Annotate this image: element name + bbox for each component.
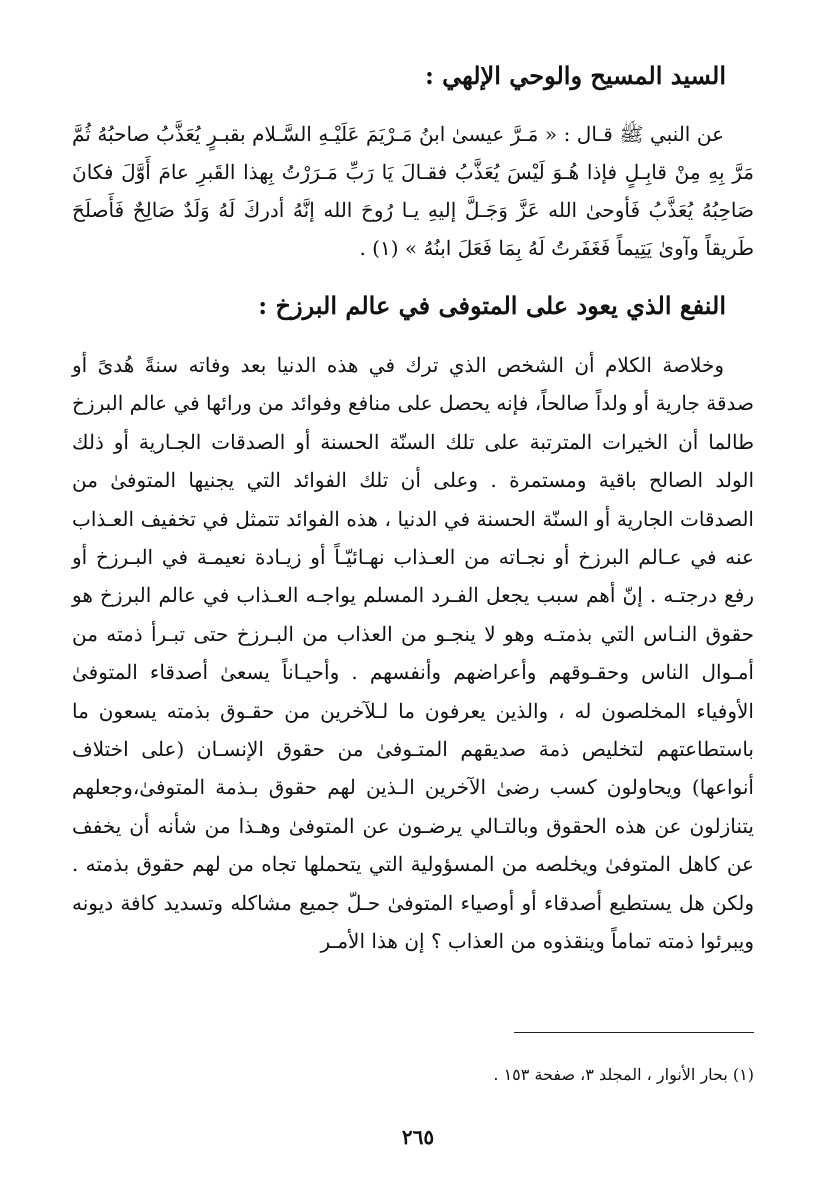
hadith-paragraph: عن النبي ﷺ قـال : « مَـرَّ عيسىٰ ابنُ مَـرْيَمَ عَلَيْـهِ السَّـلام بقبـرٍ يُعَذَّبُ صاحبُهُ ثُمَّ مَرَّ بِهِ مِنْ قابِـلٍ فإذا هُـوَ لَيْسَ يُعَذَّبُ فقـالَ يَا رَبِّ مَـرَرْتُ بِهذا القَبرِ عامَ أَوَّلَ فكانَ صَاحِبُهُ يُعَذَّبُ فَأوحىٰ الله عَزَّ وَجَـلَّ إليهِ يـا رُوحَ الله إنَّهُ أدركَ لَهُ وَلَدٌ صَالِحٌ فَأَصلَحَ طَريقاً وآوىٰ يَتِيماً فَغَفَرتُ لَهُ بِمَا فَعَلَ ابنُهُ » (١) . [72,122,754,260]
body-paragraph: وخلاصة الكلام أن الشخص الذي ترك في هذه الدنيا بعد وفاته سنةً هُدىً أو صدقة جارية أو ولداً صالحاً، فإنه يحصل على منافع وفوائد من ورائها في عالم البرزخ طالما أن الخيرات المترتبة على تلك السنّة الحسنة أو الصدقات الجـارية أو ذلك الولد الصالح باقية ومستمرة . وعلى أن تلك الفوائد التي يجنيها المتوفىٰ من الصدقات الجارية أو السنّة الحسنة في الدنيا ، هذه الفوائد تتمثل في تخفيف العـذاب عنه في عـالم البرزخ أو نجـاته من العـذاب نهـائيّـاً أو زيـادة نعيمـة في البـرزخ أو رفع درجتـه . إنّ أهم سبب يجعل الفـرد المسلم يواجـه العـذاب في عالم البرزخ هو حقوق النـاس التي بذمتـه وهو لا ينجـو من العذاب من البـرزخ حتى تبـرأ ذمته من أمـوال الناس وحقـوقهم وأعراضهم وأنفسهم . وأحيـاناً يسعىٰ أصدقاء المتوفىٰ الأوفياء المخلصون له ، والذين يعرفون ما لـلآخرين من حقـوق بذمته يسعون ما باستطاعتهم لتخليص ذمة صديقهم المتـوفىٰ من حقوق الإنسـان (على اختلاف أنواعها) ويحاولون كسب رضىٰ الآخرين الـذين لهم حقوق بـذمة المتوفىٰ،وجعلهم يتنازلون عن هذه الحقوق وبالتـالي يرضـون عن المتوفىٰ وهـذا من شأنه أن يخفف عن كاهل المتوفىٰ ويخلصه من المسؤولية التي يتحملها تجاه من لهم حقوق بذمته . ولكن هل يستطيع أصدقاء أو أوصياء المتوفىٰ حـلّ جميع مشاكله وتسديد كافة ديونه ويبرئوا ذمته تماماً وينقذوه من العذاب ؟ إن هذا الأمـر [72,353,754,954]
footnote-divider [514,1032,754,1033]
section-heading-messiah-revelation: السيد المسيح والوحي الإلهي : [424,61,726,90]
section-heading-barzakh-benefit: النفع الذي يعود على المتوفى في عالم البرزخ : [258,291,726,320]
footnote: (١) بحار الأنوار ، المجلد ٣، صفحة ١٥٣ . [493,1065,754,1084]
page-number: ٢٦٥ [401,1125,435,1149]
